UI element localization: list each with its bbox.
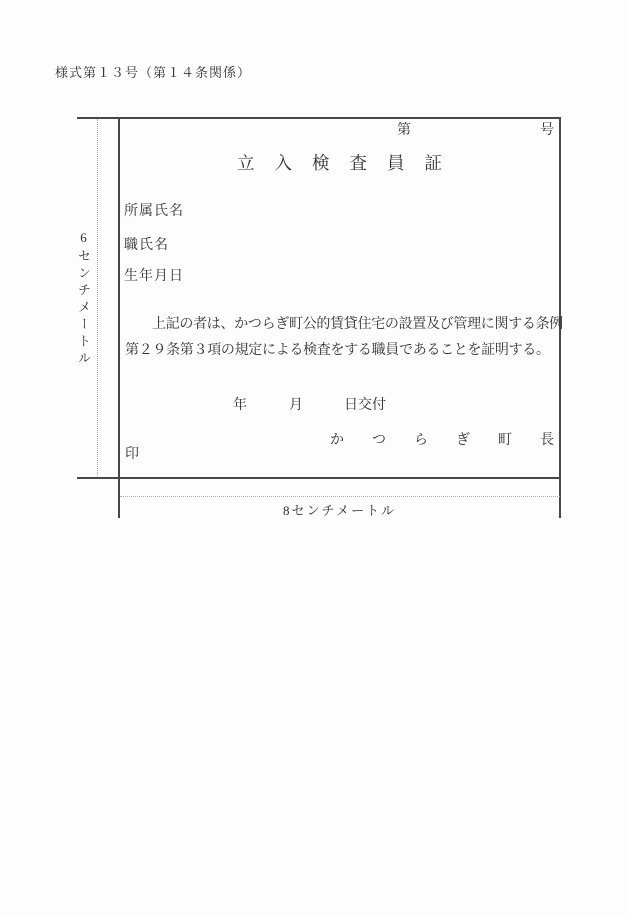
field-label-birthdate: 生年月日 bbox=[124, 269, 184, 284]
height-measure-dotted-line bbox=[97, 119, 98, 477]
height-measure-label: 6センチメートル bbox=[76, 230, 91, 368]
doc-number-suffix: 号 bbox=[540, 123, 554, 138]
card-bottom-border bbox=[77, 477, 561, 479]
seal-mark-label: 印 bbox=[125, 447, 139, 462]
card-left-border bbox=[118, 117, 120, 518]
field-label-affiliation-name: 所属氏名 bbox=[124, 204, 184, 219]
form-number-heading: 様式第１３号（第１４条関係） bbox=[55, 65, 252, 80]
issue-date-day-issued-label: 日交付 bbox=[344, 398, 386, 413]
width-measure-dotted-line bbox=[120, 496, 560, 497]
width-measure-label: 8センチメートル bbox=[283, 503, 396, 518]
certification-text-line-2: 第２９条第３項の規定による検査をする職員であることを証明する。 bbox=[125, 343, 550, 358]
doc-number-prefix: 第 bbox=[397, 123, 411, 138]
card-top-border bbox=[77, 117, 561, 119]
issue-date-month-label: 月 bbox=[289, 398, 303, 413]
issue-date-year-label: 年 bbox=[233, 398, 247, 413]
issuer-mayor-label: かつらぎ町長 bbox=[330, 433, 582, 448]
field-label-title-name: 職氏名 bbox=[124, 238, 169, 253]
certification-text-line-1: 上記の者は、かつらぎ町公的賃貸住宅の設置及び管理に関する条例 bbox=[152, 317, 563, 332]
card-title: 立入検査員証 bbox=[237, 153, 462, 173]
